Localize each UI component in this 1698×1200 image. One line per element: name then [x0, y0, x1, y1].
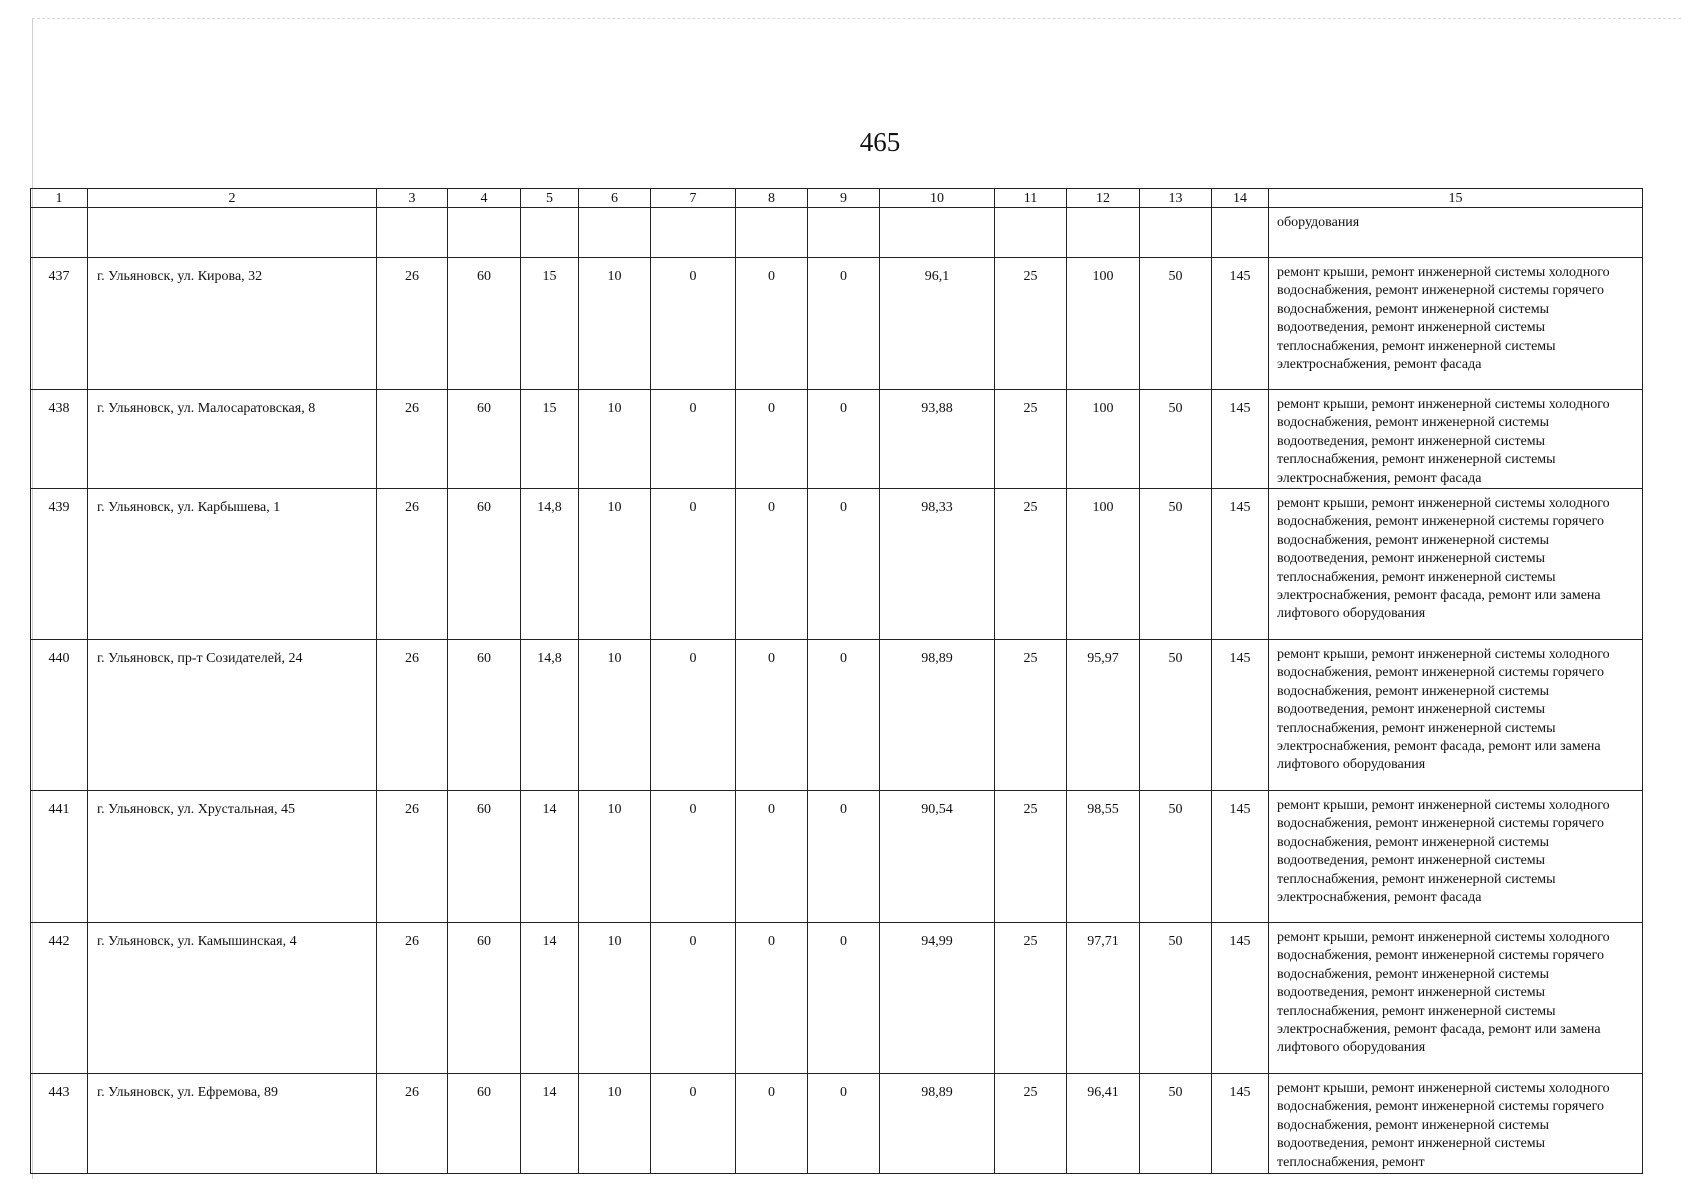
column-number: 12 [1067, 189, 1140, 208]
col-11-value: 25 [995, 640, 1067, 791]
address: г. Ульяновск, ул. Камышинская, 4 [88, 923, 377, 1074]
column-number: 11 [995, 189, 1067, 208]
continuation-row [31, 208, 1643, 258]
col-7-value: 0 [651, 390, 736, 489]
work-types-cell: ремонт крыши, ремонт инженерной системы холодного водоснабжения, ремонт инженерной системы горячего водоснабжения, ремонт инженерной системы водоотведения, ремонт инженерной системы теплоснабжения, ремонт инженерной системы электроснабжения, ремонт фасада, ремонт или замена лифтового оборудования [1269, 489, 1643, 640]
table-row [31, 390, 1643, 489]
col-5-value: 14 [521, 791, 579, 923]
col-7-value: 0 [651, 791, 736, 923]
col-13-value: 50 [1140, 640, 1212, 791]
column-number: 3 [377, 189, 448, 208]
work-types-cell: ремонт крыши, ремонт инженерной системы холодного водоснабжения, ремонт инженерной системы водоотведения, ремонт инженерной системы теплоснабжения, ремонт инженерной системы электроснабжения, ремонт фасада [1269, 390, 1643, 489]
work-types-cell: ремонт крыши, ремонт инженерной системы холодного водоснабжения, ремонт инженерной системы горячего водоснабжения, ремонт инженерной системы водоотведения, ремонт инженерной системы теплоснабжения, ремонт инженерной системы электроснабжения, ремонт фасада, ремонт или замена лифтового оборудования [1269, 640, 1643, 791]
row-number: 438 [31, 390, 88, 489]
col-10-value: 98,89 [880, 1074, 995, 1174]
col-10-value: 98,89 [880, 640, 995, 791]
repair-register-table [30, 188, 1643, 1174]
col-8-value: 0 [736, 640, 808, 791]
column-number: 9 [808, 189, 880, 208]
col-14-value: 145 [1212, 640, 1269, 791]
col-13-value: 50 [1140, 791, 1212, 923]
row-number: 439 [31, 489, 88, 640]
col-6-value: 10 [579, 489, 651, 640]
col-13-value: 50 [1140, 258, 1212, 390]
col-11-value: 25 [995, 791, 1067, 923]
col-11-value: 25 [995, 390, 1067, 489]
col-9-value: 0 [808, 258, 880, 390]
work-types-cell: ремонт крыши, ремонт инженерной системы холодного водоснабжения, ремонт инженерной системы горячего водоснабжения, ремонт инженерной системы водоотведения, ремонт инженерной системы теплоснабжения, ремонт инженерной системы электроснабжения, ремонт фасада [1269, 258, 1643, 390]
col-12-value: 96,41 [1067, 1074, 1140, 1174]
work-types-cell: ремонт крыши, ремонт инженерной системы холодного водоснабжения, ремонт инженерной системы горячего водоснабжения, ремонт инженерной системы водоотведения, ремонт инженерной системы теплоснабжения, ремонт [1269, 1074, 1643, 1174]
col-4-value: 60 [448, 390, 521, 489]
col-9-value: 0 [808, 640, 880, 791]
col-3-value: 26 [377, 1074, 448, 1174]
table-row [31, 640, 1643, 791]
table-row [31, 791, 1643, 923]
col-7-value: 0 [651, 1074, 736, 1174]
work-types-cell: ремонт крыши, ремонт инженерной системы холодного водоснабжения, ремонт инженерной системы горячего водоснабжения, ремонт инженерной системы водоотведения, ремонт инженерной системы теплоснабжения, ремонт инженерной системы электроснабжения, ремонт фасада, ремонт или замена лифтового оборудования [1269, 923, 1643, 1074]
col-10-value: 90,54 [880, 791, 995, 923]
col-4-value: 60 [448, 923, 521, 1074]
col-14-value: 145 [1212, 923, 1269, 1074]
col-8-value: 0 [736, 923, 808, 1074]
col-5-value: 14 [521, 1074, 579, 1174]
col-6-value: 10 [579, 390, 651, 489]
column-number: 8 [736, 189, 808, 208]
col-10-value: 96,1 [880, 258, 995, 390]
row-number: 441 [31, 791, 88, 923]
col-8-value: 0 [736, 1074, 808, 1174]
col-11-value: 25 [995, 258, 1067, 390]
col-9-value: 0 [808, 489, 880, 640]
row-number: 442 [31, 923, 88, 1074]
table-row [31, 1074, 1643, 1174]
col-12-value: 100 [1067, 258, 1140, 390]
col-5-value: 15 [521, 390, 579, 489]
col-9-value: 0 [808, 791, 880, 923]
work-types-cell: оборудования [1269, 208, 1643, 258]
col-3-value: 26 [377, 640, 448, 791]
col-3-value: 26 [377, 390, 448, 489]
address: г. Ульяновск, ул. Ефремова, 89 [88, 1074, 377, 1174]
col-6-value: 10 [579, 258, 651, 390]
table-row [31, 489, 1643, 640]
page-number: 465 [859, 127, 901, 157]
col-8-value: 0 [736, 258, 808, 390]
col-13-value: 50 [1140, 390, 1212, 489]
col-14-value: 145 [1212, 390, 1269, 489]
col-11-value: 25 [995, 1074, 1067, 1174]
col-6-value: 10 [579, 1074, 651, 1174]
col-4-value: 60 [448, 489, 521, 640]
column-number: 4 [448, 189, 521, 208]
col-9-value: 0 [808, 1074, 880, 1174]
address: г. Ульяновск, ул. Малосаратовская, 8 [88, 390, 377, 489]
col-14-value: 145 [1212, 258, 1269, 390]
address: г. Ульяновск, ул. Хрустальная, 45 [88, 791, 377, 923]
col-9-value: 0 [808, 923, 880, 1074]
col-7-value: 0 [651, 258, 736, 390]
col-12-value: 100 [1067, 390, 1140, 489]
col-12-value: 98,55 [1067, 791, 1140, 923]
col-3-value: 26 [377, 791, 448, 923]
col-7-value: 0 [651, 640, 736, 791]
col-13-value: 50 [1140, 923, 1212, 1074]
col-11-value: 25 [995, 489, 1067, 640]
col-3-value: 26 [377, 258, 448, 390]
col-7-value: 0 [651, 923, 736, 1074]
column-number: 6 [579, 189, 651, 208]
col-10-value: 98,33 [880, 489, 995, 640]
col-5-value: 14,8 [521, 640, 579, 791]
col-13-value: 50 [1140, 489, 1212, 640]
col-10-value: 93,88 [880, 390, 995, 489]
col-14-value: 145 [1212, 791, 1269, 923]
col-6-value: 10 [579, 923, 651, 1074]
column-number: 13 [1140, 189, 1212, 208]
column-number: 15 [1269, 189, 1643, 208]
column-number: 10 [880, 189, 995, 208]
row-number: 443 [31, 1074, 88, 1174]
col-4-value: 60 [448, 640, 521, 791]
col-3-value: 26 [377, 489, 448, 640]
col-11-value: 25 [995, 923, 1067, 1074]
col-9-value: 0 [808, 390, 880, 489]
col-12-value: 95,97 [1067, 640, 1140, 791]
col-6-value: 10 [579, 640, 651, 791]
column-number: 1 [31, 189, 88, 208]
col-4-value: 60 [448, 258, 521, 390]
column-number: 7 [651, 189, 736, 208]
address: г. Ульяновск, ул. Кирова, 32 [88, 258, 377, 390]
row-number: 440 [31, 640, 88, 791]
col-5-value: 15 [521, 258, 579, 390]
col-4-value: 60 [448, 1074, 521, 1174]
address: г. Ульяновск, ул. Карбышева, 1 [88, 489, 377, 640]
table-body [31, 189, 1643, 1174]
address: г. Ульяновск, пр-т Созидателей, 24 [88, 640, 377, 791]
table-row [31, 923, 1643, 1074]
col-14-value: 145 [1212, 489, 1269, 640]
col-5-value: 14,8 [521, 489, 579, 640]
col-10-value: 94,99 [880, 923, 995, 1074]
col-8-value: 0 [736, 390, 808, 489]
column-number-row [31, 189, 1643, 208]
column-number: 2 [88, 189, 377, 208]
col-12-value: 97,71 [1067, 923, 1140, 1074]
col-7-value: 0 [651, 489, 736, 640]
table-row [31, 258, 1643, 390]
col-8-value: 0 [736, 489, 808, 640]
col-14-value: 145 [1212, 1074, 1269, 1174]
col-4-value: 60 [448, 791, 521, 923]
col-12-value: 100 [1067, 489, 1140, 640]
col-3-value: 26 [377, 923, 448, 1074]
row-number: 437 [31, 258, 88, 390]
work-types-cell: ремонт крыши, ремонт инженерной системы холодного водоснабжения, ремонт инженерной системы горячего водоснабжения, ремонт инженерной системы водоотведения, ремонт инженерной системы теплоснабжения, ремонт инженерной системы электроснабжения, ремонт фасада [1269, 791, 1643, 923]
col-8-value: 0 [736, 791, 808, 923]
column-number: 14 [1212, 189, 1269, 208]
col-6-value: 10 [579, 791, 651, 923]
col-5-value: 14 [521, 923, 579, 1074]
col-13-value: 50 [1140, 1074, 1212, 1174]
column-number: 5 [521, 189, 579, 208]
